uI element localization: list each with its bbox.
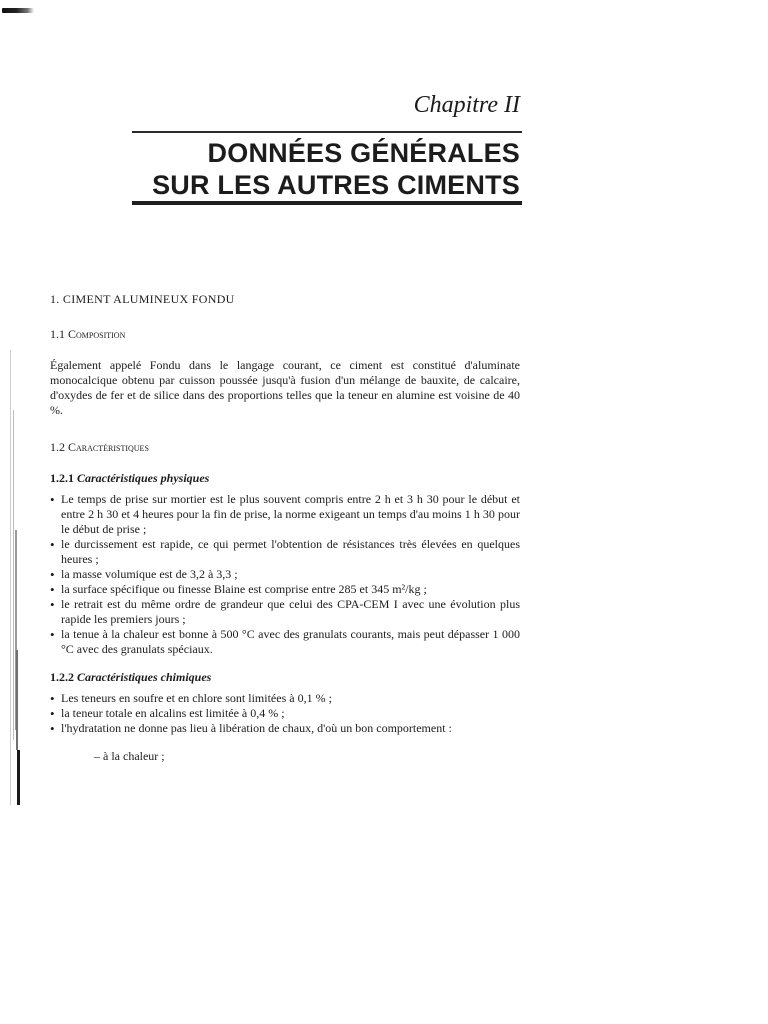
section-number: 1.2 xyxy=(50,440,65,454)
section-title: Caractéristiques xyxy=(68,440,149,454)
list-item: • Les teneurs en soufre et en chlore sont limitées à 0,1 % ; xyxy=(50,691,520,706)
scan-binding-shadow xyxy=(6,350,20,805)
section-title: CIMENT ALUMINEUX FONDU xyxy=(62,292,235,306)
section-number: 1. xyxy=(50,292,60,306)
scan-artifact-mark xyxy=(2,8,34,13)
list-item: • la teneur totale en alcalins est limitée à 0,4 % ; xyxy=(50,706,520,721)
composition-paragraph: Également appelé Fondu dans le langage courant, ce ciment est constitué d'aluminate monocalcique obtenu par cuisson poussée jusqu'à fusion d'un mélange de bauxite, de calcaire, d'oxydes de fer et de silice dans des proportions telles que la teneur en alumine est voisine de 40 %. xyxy=(50,358,520,417)
section-1-2-heading xyxy=(50,440,520,455)
section-number: 1.2.2 xyxy=(50,670,74,684)
title-bottom-rule xyxy=(132,201,522,205)
section-1-1-heading xyxy=(50,327,520,342)
chapter-title-line-1: DONNÉES GÉNÉRALES xyxy=(207,138,520,168)
section-title: Caractéristiques chimiques xyxy=(77,670,212,684)
page-body xyxy=(50,292,520,764)
list-item: • la tenue à la chaleur est bonne à 500 °C avec des granulats courants, mais peut dépasser 1 000 °C avec des granulats spéciaux. xyxy=(50,627,520,657)
list-item: • Le temps de prise sur mortier est le plus souvent compris entre 2 h et 3 h 30 pour le début et entre 2 h 30 et 4 heures pour la fin de prise, la norme exigeant un temps d'au moins 1 h 30 pour le début de prise ; xyxy=(50,492,520,537)
chapter-label: Chapitre II xyxy=(413,92,520,118)
chemical-characteristics-list xyxy=(50,691,520,736)
physical-characteristics-list xyxy=(50,492,520,657)
sub-list-item: – à la chaleur ; xyxy=(94,749,165,763)
title-top-rule xyxy=(132,131,522,133)
section-1-heading xyxy=(50,292,520,307)
list-item: • la surface spécifique ou finesse Blaine est comprise entre 285 et 345 m²/kg ; xyxy=(50,582,520,597)
chapter-title xyxy=(152,137,520,201)
section-1-2-2-heading xyxy=(50,670,520,685)
list-item: • le durcissement est rapide, ce qui permet l'obtention de résistances très élevées en quelques heures ; xyxy=(50,537,520,567)
list-item: • l'hydratation ne donne pas lieu à libération de chaux, d'où un bon comportement : xyxy=(50,721,520,736)
list-item: • la masse volumique est de 3,2 à 3,3 ; xyxy=(50,567,520,582)
section-1-2-1-heading xyxy=(50,471,520,486)
section-title: Composition xyxy=(68,327,126,341)
section-number: 1.1 xyxy=(50,327,65,341)
section-number: 1.2.1 xyxy=(50,471,74,485)
section-title: Caractéristiques physiques xyxy=(77,471,210,485)
chapter-title-line-2: SUR LES AUTRES CIMENTS xyxy=(152,170,520,200)
list-item: • le retrait est du même ordre de grandeur que celui des CPA-CEM I avec une évolution plus rapide les premiers jours ; xyxy=(50,597,520,627)
